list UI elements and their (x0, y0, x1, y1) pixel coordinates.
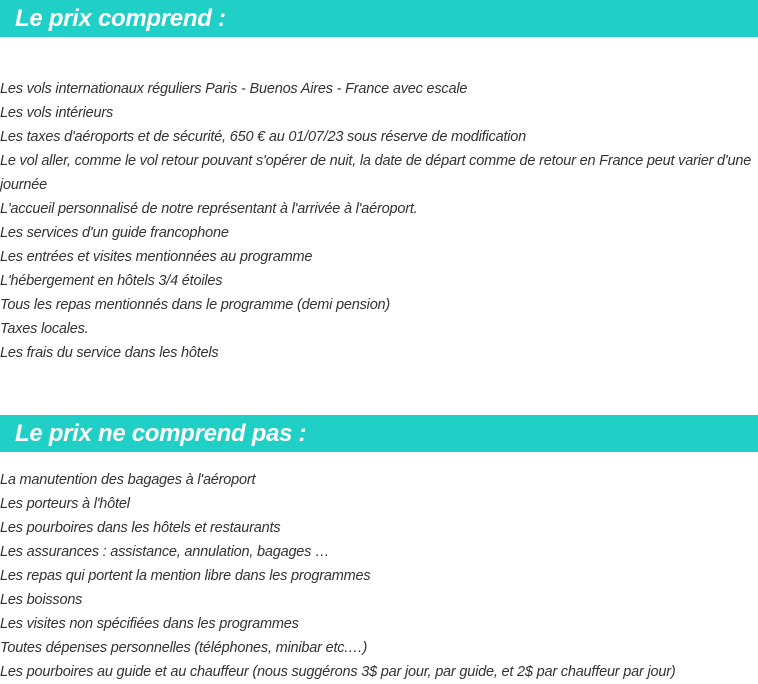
list-item: Les entrées et visites mentionnées au programme (0, 249, 313, 265)
list-item: Taxes locales. (0, 321, 89, 337)
list-item: La manutention des bagages à l'aéroport (0, 472, 256, 488)
list-item: Les assurances : assistance, annulation, bagages … (0, 544, 330, 560)
price-includes-heading: Le prix comprend : (0, 0, 758, 37)
list-item: L'accueil personnalisé de notre représentant à l'arrivée à l'aéroport. (0, 201, 418, 217)
list-item: Les pourboires dans les hôtels et restaurants (0, 520, 281, 536)
list-item: Le vol aller, comme le vol retour pouvant s'opérer de nuit, la date de départ comme de retour en France peut varier d'une journée (0, 153, 752, 193)
price-includes-list (0, 77, 758, 365)
list-item: L'hébergement en hôtels 3/4 étoiles (0, 273, 223, 289)
list-item: Les repas qui portent la mention libre dans les programmes (0, 568, 371, 584)
list-item: Les porteurs à l'hôtel (0, 496, 130, 512)
list-item: Les boissons (0, 592, 83, 608)
list-item: Les frais du service dans les hôtels (0, 345, 219, 361)
list-item: Les services d'un guide francophone (0, 225, 229, 241)
list-item: Tous les repas mentionnés dans le programme (demi pension) (0, 297, 391, 313)
list-item: Toutes dépenses personnelles (téléphones, minibar etc.…) (0, 640, 368, 656)
list-item: Les pourboires au guide et au chauffeur (nous suggérons 3$ par jour, par guide, et 2$ par chauffeur par jour) (0, 664, 676, 680)
list-item: Les visites non spécifiées dans les programmes (0, 616, 299, 632)
price-excludes-list (0, 468, 758, 684)
list-item: Les taxes d'aéroports et de sécurité, 650 € au 01/07/23 sous réserve de modification (0, 129, 527, 145)
list-item: Les vols intérieurs (0, 105, 114, 121)
price-excludes-heading: Le prix ne comprend pas : (0, 415, 758, 452)
list-item: Les vols internationaux réguliers Paris - Buenos Aires - France avec escale (0, 81, 468, 97)
